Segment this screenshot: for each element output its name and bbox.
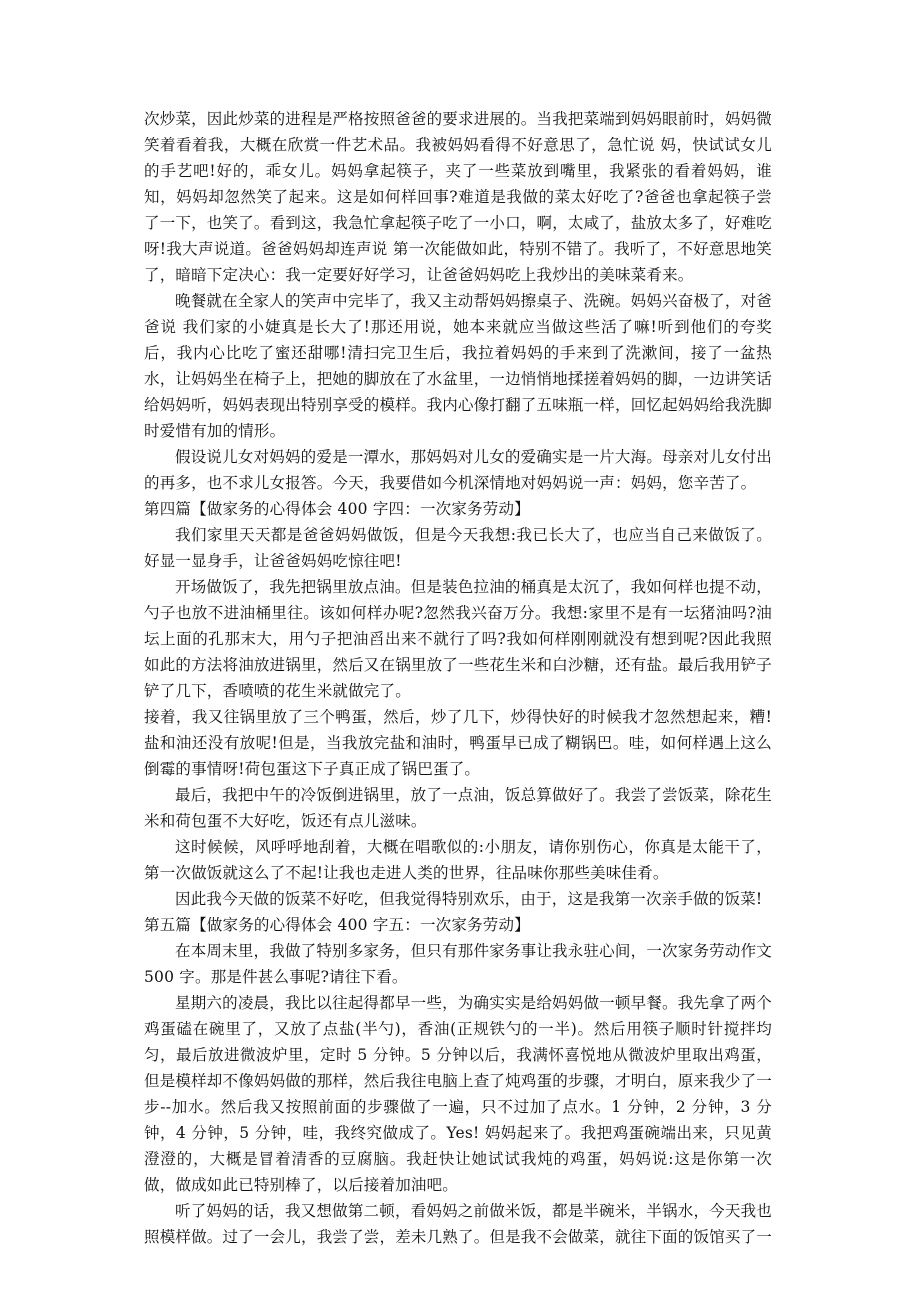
paragraph: 晚餐就在全家人的笑声中完毕了，我又主动帮妈妈擦桌子、洗碗。妈妈兴奋极了，对爸爸说 我们家的小婕真是长大了!那还用说，她本来就应当做这些活了嘛!听到他们的夸奖后，我内心比吃了蜜还甜哪!清扫完卫生后，我拉着妈妈的手来到了洗漱间，接了一盆热水，让妈妈坐在椅子上，把她的脚放在了水盆里，一边悄悄地揉搓着妈妈的脚，一边讲笑话给妈妈听，妈妈表现出特别享受的模样。我内心像打翻了五味瓶一样，回忆起妈妈给我洗脚时爱惜有加的情形。 [144, 292, 773, 440]
section-heading: 第四篇【做家务的心得体会 400 字四：一次家务劳动】 [144, 500, 530, 518]
paragraph: 在本周末里，我做了特别多家务，但只有那件家务事让我永驻心间，一次家务劳动作文 500 字。那是件甚么事呢?请往下看。 [144, 942, 772, 986]
paragraph: 我们家里天天都是爸爸妈妈做饭，但是今天我想:我已长大了，也应当自己来做饭了。好显一显身手，让爸爸妈妈吃惊往吧! [144, 526, 772, 570]
paragraph: 星期六的凌晨，我比以往起得都早一些，为确实实是给妈妈做一顿早餐。我先拿了两个鸡蛋磕在碗里了，又放了点盐(半勺)，香油(正规铁勺的一半)。然后用筷子顺时针搅拌均匀，最后放进微波炉里，定时 5 分钟。5 分钟以后，我满怀喜悦地从微波炉里取出鸡蛋，但是模样却不像妈妈做的那样，然后我往电脑上查了炖鸡蛋的步骤，才明白，原来我少了一步--加水。然后我又按照前面的步骤做了一遍，只不过加了点水。1 分钟，2 分钟，3 分钟，4 分钟，5 分钟，哇，我终究做成了。Yes! 妈妈起来了。我把鸡蛋碗端出来，只见黄澄澄的，大概是冒着清香的豆腐脑。我赶快让她试试我炖的鸡蛋，妈妈说:这是你第一次做，做成如此已特别棒了，以后接着加油吧。 [144, 994, 773, 1194]
document-body [144, 106, 772, 1250]
paragraph: 这时候候，风呼呼地刮着，大概在唱歌似的:小朋友，请你别伤心，你真是太能干了，第一次做饭就这么了不起!让我也走进人类的世界，往品味你那些美味佳肴。 [144, 838, 772, 882]
paragraph: 因此我今天做的饭菜不好吃，但我觉得特别欢乐，由于，这是我第一次亲手做的饭菜! [175, 890, 763, 908]
paragraph: 开场做饭了，我先把锅里放点油。但是装色拉油的桶真是太沉了，我如何样也提不动，勺子也放不进油桶里往。该如何样办呢?忽然我兴奋万分。我想:家里不是有一坛猪油吗?油坛上面的孔那末大，用勺子把油舀出来不就行了吗?我如何样刚刚就没有想到呢?因此我照如此的方法将油放进锅里，然后又在锅里放了一些花生米和白沙糖，还有盐。最后我用铲子铲了几下，香喷喷的花生米就做完了。 [144, 578, 773, 700]
paragraph: 接着，我又往锅里放了三个鸭蛋，然后，炒了几下，炒得快好的时候我才忽然想起来，糟!盐和油还没有放呢!但是，当我放完盐和油时，鸭蛋早已成了糊锅巴。哇，如何样遇上这么倒霉的事情呀!荷包蛋这下子真正成了锅巴蛋了。 [144, 708, 772, 778]
section-heading: 第五篇【做家务的心得体会 400 字五：一次家务劳动】 [144, 916, 530, 934]
paragraph: 次炒菜，因此炒菜的进程是严格按照爸爸的要求进展的。当我把菜端到妈妈眼前时，妈妈微笑着看着我，大概在欣赏一件艺术品。我被妈妈看得不好意思了，急忙说 妈，快试试女儿的手艺吧!好的，乖女儿。妈妈拿起筷子，夹了一些菜放到嘴里，我紧张的看着妈妈，谁知，妈妈却忽然笑了起来。这是如何样回事?难道是我做的菜太好吃了?爸爸也拿起筷子尝了一下，也笑了。看到这，我急忙拿起筷子吃了一小口，啊，太咸了，盐放太多了，好难吃呀!我大声说道。爸爸妈妈却连声说 第一次能做如此，特别不错了。我听了，不好意思地笑了，暗暗下定决心：我一定要好好学习，让爸爸妈妈吃上我炒出的美味菜肴来。 [144, 110, 773, 284]
paragraph: 假设说儿女对妈妈的爱是一潭水，那妈妈对儿女的爱确实是一片大海。母亲对儿女付出的再多，也不求儿女报答。今天，我要借如今机深情地对妈妈说一声：妈妈，您辛苦了。 [144, 448, 772, 492]
paragraph: 最后，我把中午的冷饭倒进锅里，放了一点油，饭总算做好了。我尝了尝饭菜，除花生米和荷包蛋不大好吃，饭还有点儿滋味。 [144, 786, 772, 830]
paragraph: 听了妈妈的话，我又想做第二顿，看妈妈之前做米饭，都是半碗米，半锅水，今天我也照模样做。过了一会儿，我尝了尝，差未几熟了。但是我不会做菜，就往下面的饭馆买了一 [144, 1202, 773, 1246]
